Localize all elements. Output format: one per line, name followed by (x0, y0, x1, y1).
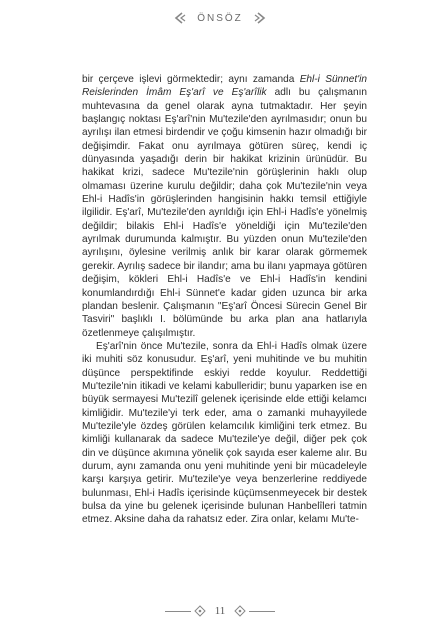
footer-rule-left (165, 611, 191, 612)
italic-book-title: Ehl-i Sünnet'in Reislerinden İmâm Eş'arî ve Eş'arîlik (82, 74, 367, 99)
diamond-ornament-icon (194, 605, 206, 617)
left-chevron-ornament-icon (173, 11, 187, 25)
text-run: bir çerçeve işlevi görmektedir; aynı zamanda (82, 74, 300, 85)
footer-rule-right (249, 611, 275, 612)
page-body (82, 73, 367, 527)
page-footer (0, 600, 440, 622)
running-header (0, 8, 440, 28)
body-paragraph (82, 340, 367, 527)
right-chevron-ornament-icon (253, 11, 267, 25)
text-run: Eş'arî'nin önce Mu'tezile, sonra da Ehl-i Hadîs olmak üzere iki muhiti söz konusudur. Eş'arî, yeni muhitinde ve bu muhitin düşünce perspektifinde eskiyi redde koyulur. Reddettiği Mu'tezile'nin itikadi ve kelami kabulleridir; bunu yaparken ise en büyük sermayesi Mu'tezilî gelenek içerisinde elde ettiği kelamcı kimliğidir. Mu'tezile'yi terk eder, ama o zamanki muhayyilede Mu'tezile'yle özdeş görülen kelamcılık kimliğini terk etmez. Bu kimliği kullanarak da sadece Mu'tezile'ye değil, diğer pek çok din ve düşünce akımına yönelik çok sayıda eser kaleme alır. Bu durum, aynı zamanda onu yeni muhitinde yeni bir mücadeleyle karşı karşıya getirir. Mu'tezile'ye veya benzerlerine reddiyede bulunması, Ehl-i Hadîs içerisinde küçümsenmeyecek bir destek bulsa da yine bu gelenek içerisinde bulunan Hanbelîleri tatmin etmez. Aksine daha da rahatsız eder. Zira onlar, kelamı Mu'te- (82, 340, 367, 526)
diamond-ornament-icon (234, 605, 246, 617)
body-paragraph (82, 73, 367, 340)
text-run: adlı bu çalışmanın muhtevasına da genel olarak ayna tutmaktadır. Her şeyin başlangıç noktası Eş'arî'nin Mu'tezile'den ayrılmasıdır; onun bu ayrılışı ilan etmesi birdendir ve çoğu kimsenin hazır olmadığı bir değişimdir. Fakat onu ayrılmaya götüren süreç, kendi iç dünyasında yaşadığı derin bir hakikat krizinin ürünüdür. Bu hakikat krizi, sadece Mu'tezile'nin görüşlerinin haklı olup olmaması üzerine kurulu değildir; daha çok Mu'tezile'nin veya Ehl-i Hadîs'in görüşlerinden hangisinin hakkı temsil ettiğiyle ilgilidir. Eş'arî, Mu'tezile'den ayrıldığı için Ehl-i Hadîs'e yönelmiş değildir; bilakis Ehl-i Hadîs'e yöneldiği için Mu'tezile'den ayrılmak durumunda kalmıştır. Bu yüzden onun Mu'tezile'den ayrılışını, öylesine verilmiş anlık bir karar olarak görmemek gerekir. Ayrılış sadece bir ilandır; ama bu ilanı yapmaya götüren değişim, kökleri Ehl-i Hadîs'e ve Ehl-i Hadîs'in kendini konumlandırdığı Ehl-i Sünnet'e kadar giden uzunca bir arka plandan beslenir. Çalışmanın "Eş'arî Öncesi Sürecin Genel Bir Tasviri" başlıklı I. bölümünde bu arka plan ana hatlarıyla özetlenmeye çalışılmıştır. (82, 87, 367, 339)
page-number: 11 (214, 605, 226, 617)
chapter-title: ÖNSÖZ (197, 12, 243, 24)
